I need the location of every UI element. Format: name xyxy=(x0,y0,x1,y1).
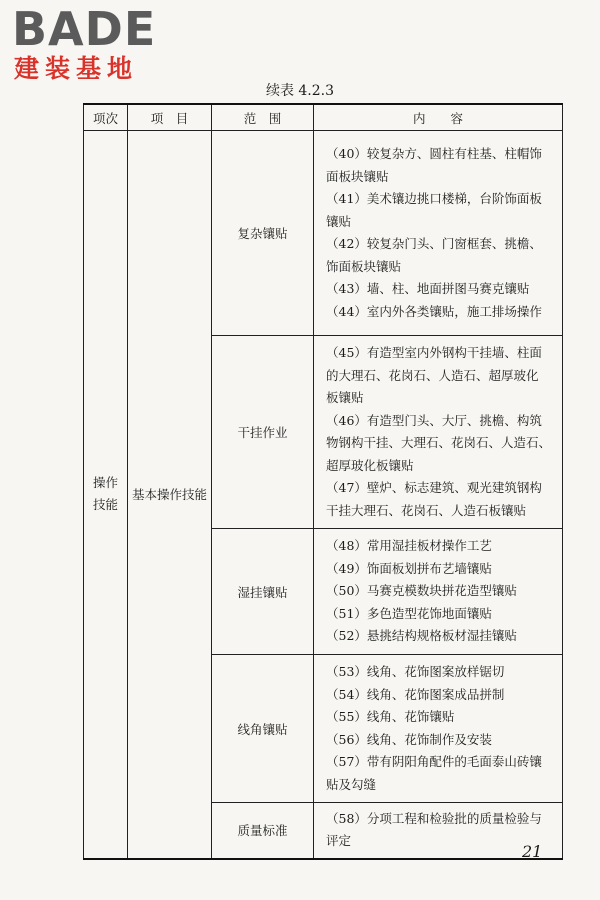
content-line: 贴及勾缝 xyxy=(326,776,377,792)
table-caption: 续表 4.2.3 xyxy=(265,83,335,99)
header-item: 项 目 xyxy=(128,104,212,131)
content-line: 板镶贴 xyxy=(326,390,364,405)
content-line: （47）壁炉、标志建筑、观光建筑钢构 xyxy=(326,480,542,495)
content-line: （48）常用湿挂板材操作工艺 xyxy=(326,538,492,554)
content-cell xyxy=(314,336,563,529)
skills-table xyxy=(83,103,563,860)
content-cell xyxy=(314,655,563,803)
logo xyxy=(12,4,156,84)
table-row xyxy=(84,131,563,336)
range-cell: 线角镶贴 xyxy=(212,655,314,803)
content-line: 超厚玻化板镶贴 xyxy=(326,457,414,473)
content-line: （44）室内外各类镶贴，施工排场操作 xyxy=(326,303,542,319)
content-line: （58）分项工程和检验批的质量检验与 xyxy=(326,810,542,826)
content-line: 评定 xyxy=(326,833,352,849)
content-line: 面板块镶贴 xyxy=(326,168,389,184)
content-line: （43）墙、柱、地面拼图马赛克镶贴 xyxy=(326,281,530,296)
logo-brand: BADE xyxy=(12,2,157,56)
header-item-no: 项次 xyxy=(84,104,128,131)
content-line: （46）有造型门头、大厅、挑檐、构筑 xyxy=(326,412,542,428)
header-content: 内 容 xyxy=(314,104,563,131)
range-cell: 质量标准 xyxy=(212,803,314,859)
content-line: （49）饰面板划拼布艺墙镶贴 xyxy=(326,560,492,576)
content-cell xyxy=(314,131,563,336)
content-line: （40）较复杂方、圆柱有柱基、柱帽饰 xyxy=(326,146,542,161)
content-line: （57）带有阴阳角配件的毛面泰山砖镶 xyxy=(326,754,542,769)
content-line: 镶贴 xyxy=(326,213,352,229)
content-line: （42）较复杂门头、门窗框套、挑檐、 xyxy=(326,236,542,251)
content-line: 物钢构干挂、大理石、花岗石、人造石、 xyxy=(326,435,552,450)
col1-cell xyxy=(84,131,128,859)
table-header-row xyxy=(84,104,563,131)
content-line: （50）马赛克模数块拼花造型镶贴 xyxy=(326,583,517,599)
content-line: （55）线角、花饰镶贴 xyxy=(326,709,455,724)
logo-subtitle: 建装基地 xyxy=(14,54,139,83)
content-line: （51）多色造型花饰地面镶贴 xyxy=(326,605,492,621)
content-line: 干挂大理石、花岗石、人造石板镶贴 xyxy=(326,502,527,518)
col1-text: 操作技能 xyxy=(92,475,118,513)
content-cell xyxy=(314,529,563,655)
col2-text: 基本操作技能 xyxy=(131,487,207,503)
content-line: （41）美术镶边挑口楼梯，台阶饰面板 xyxy=(326,191,542,206)
range-cell: 干挂作业 xyxy=(212,336,314,529)
content-line: （56）线角、花饰制作及安装 xyxy=(326,731,492,747)
col2-cell xyxy=(128,131,212,859)
content-line: （52）悬挑结构规格板材湿挂镶贴 xyxy=(326,628,517,644)
header-range: 范 围 xyxy=(212,104,314,131)
page-number: 21 xyxy=(522,842,543,861)
content-line: （45）有造型室内外钢构干挂墙、柱面 xyxy=(326,345,542,360)
content-line: 饰面板块镶贴 xyxy=(326,258,402,274)
content-line: （53）线角、花饰图案放样锯切 xyxy=(326,664,505,679)
content-line: （54）线角、花饰图案成品拼制 xyxy=(326,686,505,702)
range-cell: 湿挂镶贴 xyxy=(212,529,314,655)
content-line: 的大理石、花岗石、人造石、超厚玻化 xyxy=(326,367,539,383)
range-cell: 复杂镶贴 xyxy=(212,131,314,336)
